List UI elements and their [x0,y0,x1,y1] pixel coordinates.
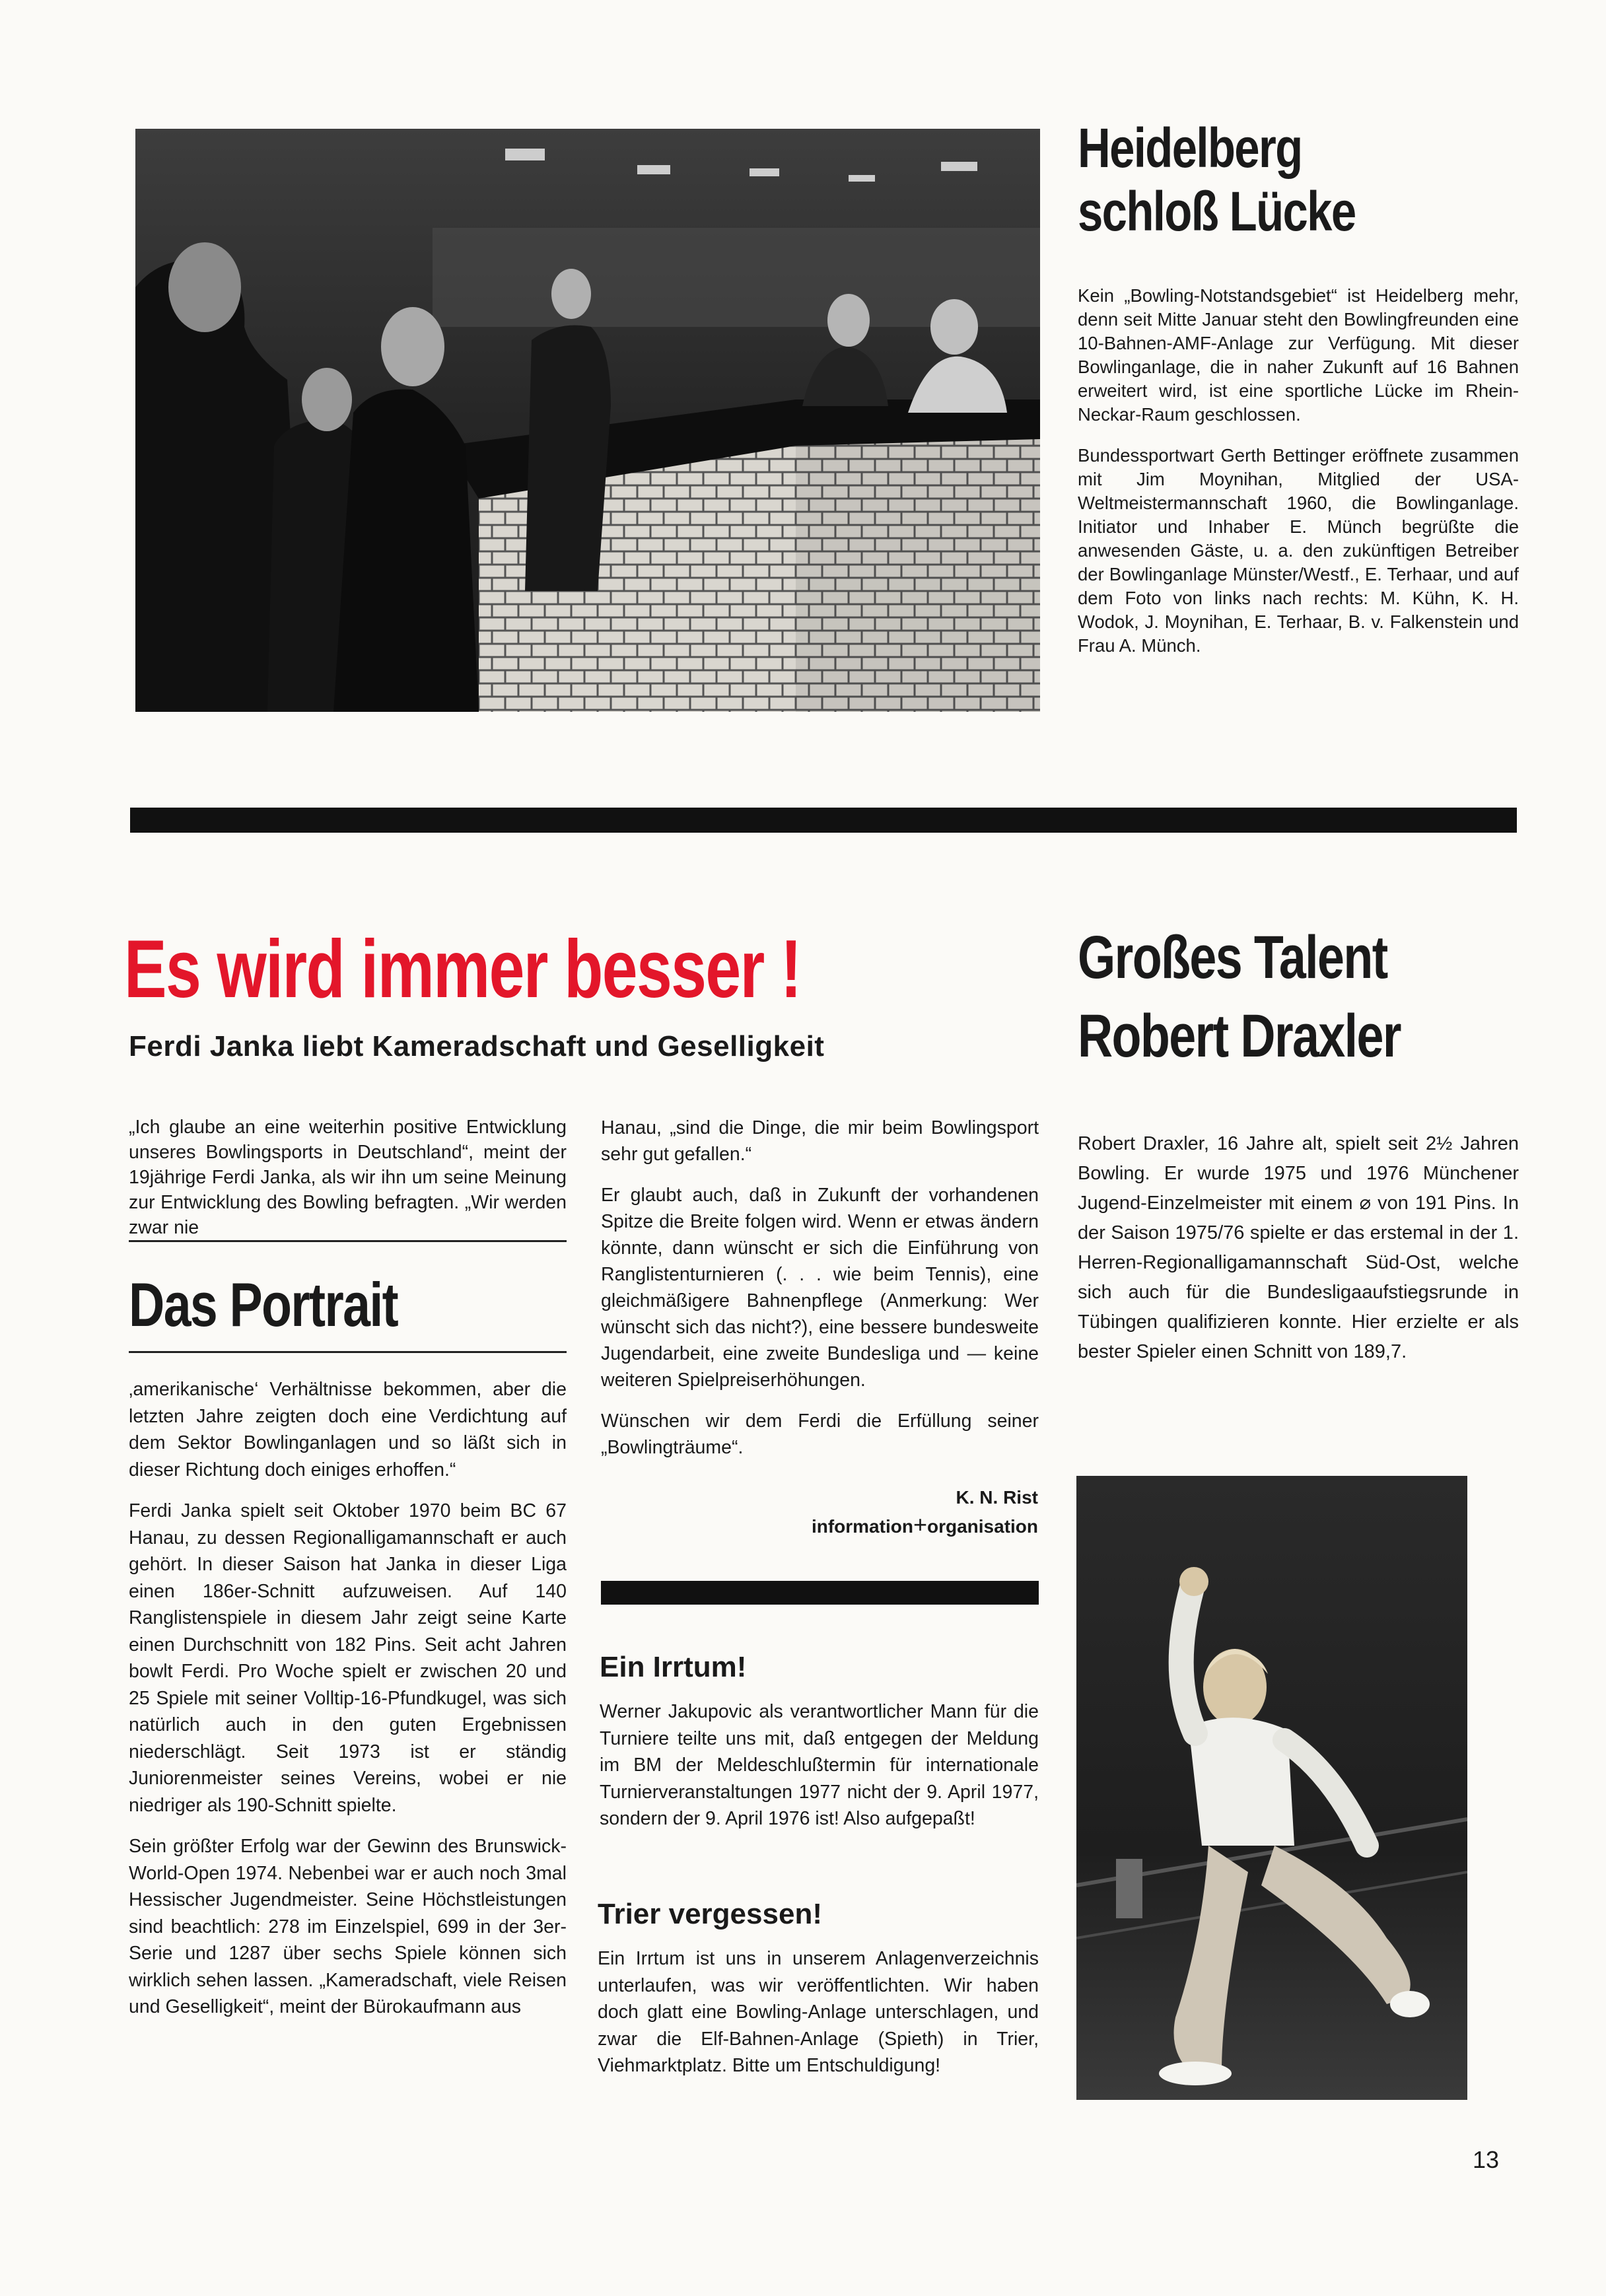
heidelberg-article [1078,284,1519,676]
source-plus: + [913,1511,927,1538]
heidelberg-photo [135,129,1040,712]
portrait-rule-top [129,1240,567,1242]
draxler-headline [1078,924,1540,1070]
janka-column-2 [601,1115,1039,1479]
janka-column-1 [129,1376,567,2039]
irrtum-heading: Ein Irrtum! [600,1651,747,1683]
heidelberg-title-line1: Heidelberg [1078,117,1302,179]
janka-subheadline: Ferdi Janka liebt Kameradschaft und Geselligkeit [129,1030,825,1062]
draxler-title-line1: Großes Talent [1078,924,1387,991]
janka-author: K. N. Rist [956,1487,1038,1508]
irrtum-divider-bar [601,1581,1039,1605]
janka-source [759,1511,1038,1539]
draxler-photo [1076,1476,1467,2100]
janka-headline: Es wird immer besser ! [124,924,801,1015]
trier-heading: Trier vergessen! [598,1898,822,1930]
janka-intro: „Ich glaube an eine weiterhin positive Entwicklung unseres Bowlingsports in Deutschland“, meint der 19jährige Ferdi Janka, als wir ihn um seine Meinung zur Entwicklung des Bowling befragten. „Wir werden zwar nie [129,1117,567,1238]
section-divider-bar [130,808,1517,833]
source-information: information [811,1516,913,1537]
janka-col2-paragraph-1: Hanau, „sind die Dinge, die mir beim Bowlingsport sehr gut gefallen.“ [601,1117,1039,1165]
trier-text: Ein Irrtum ist uns in unserem Anlagenverzeichnis unterlaufen, was wir veröffentlichten. Wir haben doch glatt eine Bowling-Anlage unterschlagen, und zwar die Elf-Bahnen-Anlage (Spieth) in Trier, Viehmarktplatz. Bitte um Entschuldigung! [598,1948,1039,2076]
draxler-text: Robert Draxler, 16 Jahre alt, spielt seit 2½ Jahren Bowling. Er wurde 1975 und 1976 Münchener Jugend-Einzelmeister mit einem ⌀ von 191 Pins. In der Saison 1975/76 spielte er das erstemal in der 1. Herren-Regionalligamannschaft Süd-Ost, welche sich auch für die Bundesligaaufstiegsrunde in Tübingen qualifizieren konnte. Hier erzielte er als bester Spieler einen Schnitt von 189,7. [1078,1133,1519,1362]
heidelberg-headline [1078,118,1580,242]
janka-col2-paragraph-2: Er glaubt auch, daß in Zukunft der vorhandenen Spitze die Breite folgen wird. Wenn er etwas ändern könnte, dann wünscht er sich die Einführung von Ranglistenturnieren (. . . wie beim Tennis), eine gleichmäßigere Bahnenpflege (Anmerkung: Wer wünscht sich das nicht?), eine bessere bundesweite Jugendarbeit, eine zweite Bundesliga und — keine weiteren Spielpreiserhöhungen. [601,1185,1039,1391]
janka-col1-paragraph-3: Sein größter Erfolg war der Gewinn des Brunswick-World-Open 1974. Nebenbei war er auch noch 3mal Hessischer Jugendmeister. Seine Höchstleistungen sind beachtlich: 278 im Einzelspiel, 699 in der 3er-Serie und 1287 über sechs Spiele können sich wirklich sehen lassen. „Kameradschaft, viele Reisen und Geselligkeit“, meint der Bürokaufmann aus [129,1836,567,2017]
portrait-heading: Das Portrait [129,1270,398,1339]
portrait-rule-bottom [129,1351,567,1353]
draxler-photo-graphic [1076,1476,1467,2100]
janka-col2-paragraph-3: Wünschen wir dem Ferdi die Erfüllung seiner „Bowlingträume“. [601,1410,1039,1458]
janka-col1-paragraph-2: Ferdi Janka spielt seit Oktober 1970 beim BC 67 Hanau, zu dessen Regionalligamannschaft er auch gehört. In dieser Saison hat Janka in dieser Liga einen 186er-Schnitt aufzuweisen. Auf 140 Ranglistenspiele in diesem Jahr zeigt seine Karte einen Durchschnitt von 182 Pins. Seit acht Jahren bowlt Ferdi. Pro Woche spielt er zwischen 20 und 25 Spiele mit seiner Volltip-16-Pfundkugel, was sich natürlich auch in den guten Ergebnissen niederschlägt. Seit 1973 ist er ständig Juniorenmeister seines Vereins, wobei er nie niedriger als 190-Schnitt spielte. [129,1500,567,1816]
janka-col1-paragraph-1: ‚amerikanische‘ Verhältnisse bekommen, aber die letzten Jahre zeigten doch eine Verdichtung auf dem Sektor Bowlinganlagen und so läßt sich in dieser Richtung doch einiges erhoffen.“ [129,1379,567,1480]
heidelberg-paragraph-1: Kein „Bowling-Notstandsgebiet“ ist Heidelberg mehr, denn seit Mitte Januar steht den Bowlingfreunden eine 10-Bahnen-AMF-Anlage zur Verfügung. Mit dieser Bowlinganlage, die in naher Zukunft auf 16 Bahnen erweitert wird, ist eine sportliche Lücke im Rhein-Neckar-Raum geschlossen. [1078,285,1519,425]
draxler-title-line2: Robert Draxler [1078,1002,1401,1070]
irrtum-text: Werner Jakupovic als verantwortlicher Mann für die Turniere teilte uns mit, daß entgegen der Meldung im BM der Meldeschlußtermin für internationale Turnierveranstaltungen 1977 nicht der 9. April 1977, sondern der 9. April 1976 ist! Also aufgepaßt! [600,1701,1039,1829]
page-number: 13 [1473,2146,1500,2173]
heidelberg-title-line2: schloß Lücke [1078,180,1356,243]
heidelberg-photo-graphic [135,129,1040,712]
heidelberg-paragraph-2: Bundessportwart Gerth Bettinger eröffnete zusammen mit Jim Moynihan, Mitglied der USA-Weltmeistermannschaft 1960, die Bowlinganlage. Initiator und Inhaber E. Münch begrüßte die anwesenden Gäste, u. a. den zukünftigen Betreiber der Bowlinganlage Münster/Westf., E. Terhaar, und auf dem Foto von links nach rechts: M. Kühn, K. H. Wodok, J. Moynihan, E. Terhaar, B. v. Falkenstein und Frau A. Münch. [1078,445,1519,656]
source-organisation: organisation [926,1516,1038,1537]
